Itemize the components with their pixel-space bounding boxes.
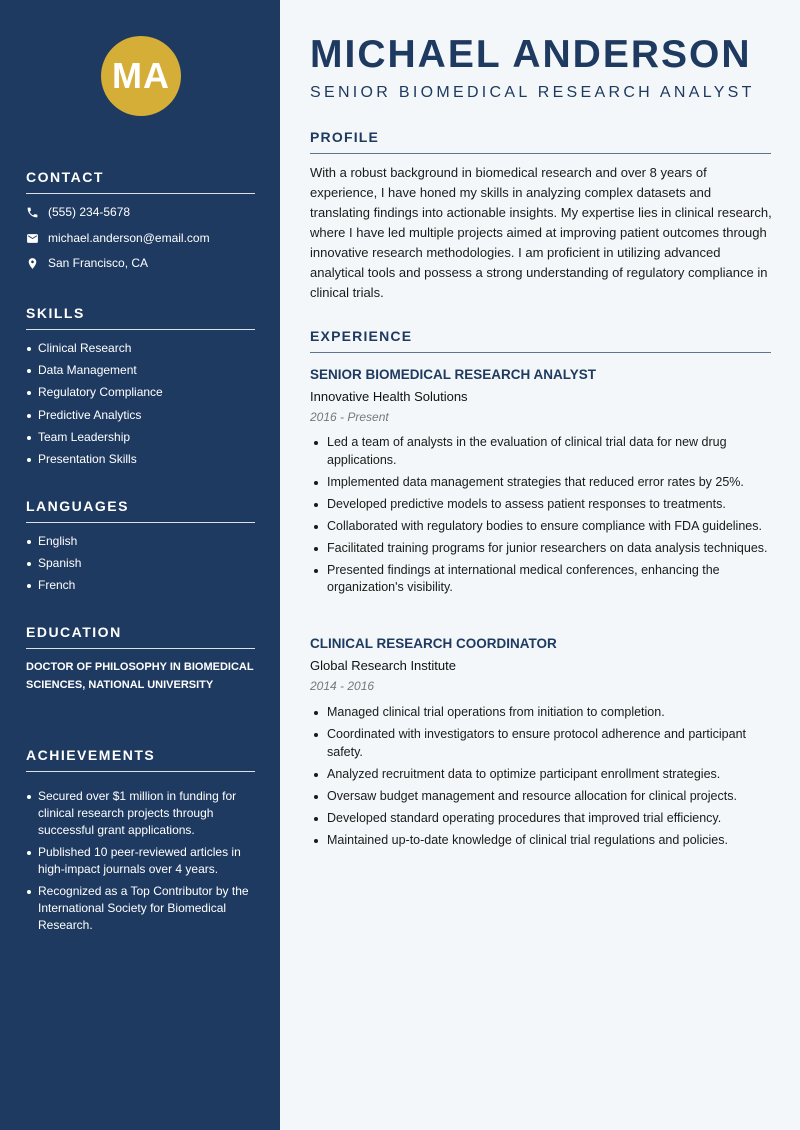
- sidebar: [0, 0, 280, 1130]
- skill-item: Clinical Research: [26, 340, 255, 357]
- achievements-divider: [26, 771, 255, 772]
- candidate-name: MICHAEL ANDERSON: [310, 33, 752, 76]
- profile-heading: PROFILE: [310, 129, 380, 145]
- language-item: French: [26, 577, 255, 594]
- skill-item: Presentation Skills: [26, 451, 255, 468]
- job-bullet: Developed standard operating procedures that improved trial efficiency.: [312, 810, 774, 828]
- education-divider: [26, 648, 255, 649]
- skills-list: [26, 340, 255, 468]
- job-bullet: Developed predictive models to assess patient responses to treatments.: [312, 496, 774, 514]
- job-company: Global Research Institute: [310, 658, 456, 673]
- contact-email: [26, 231, 210, 245]
- contact-heading: CONTACT: [26, 169, 104, 185]
- experience-divider: [310, 352, 771, 353]
- email-text: michael.anderson@email.com: [48, 231, 210, 245]
- languages-heading: LANGUAGES: [26, 498, 129, 514]
- job-company: Innovative Health Solutions: [310, 389, 468, 404]
- education-degree: DOCTOR OF PHILOSOPHY IN BIOMEDICAL SCIENCES, NATIONAL UNIVERSITY: [26, 661, 254, 691]
- achievement-item: Secured over $1 million in funding for clinical research projects through successful grant applications.: [26, 788, 255, 839]
- language-item: English: [26, 533, 255, 550]
- contact-location: [26, 256, 148, 270]
- job-bullet: Led a team of analysts in the evaluation of clinical trial data for new drug applications.: [312, 434, 774, 469]
- job-bullet: Facilitated training programs for junior researchers on data analysis techniques.: [312, 540, 774, 558]
- candidate-title: SENIOR BIOMEDICAL RESEARCH ANALYST: [310, 84, 755, 101]
- job-title: SENIOR BIOMEDICAL RESEARCH ANALYST: [310, 367, 597, 382]
- email-icon: [26, 232, 39, 245]
- location-pin-icon: [26, 257, 39, 270]
- skills-heading: SKILLS: [26, 305, 85, 321]
- contact-divider: [26, 193, 255, 194]
- location-text: San Francisco, CA: [48, 256, 149, 270]
- languages-list: [26, 533, 255, 594]
- job-dates: 2014 - 2016: [310, 679, 375, 693]
- job-bullet: Implemented data management strategies that reduced error rates by 25%.: [312, 474, 774, 492]
- job-bullet: Analyzed recruitment data to optimize participant enrollment strategies.: [312, 766, 774, 784]
- skills-divider: [26, 329, 255, 330]
- profile-divider: [310, 153, 771, 154]
- job-bullets: [312, 704, 774, 854]
- job-title: CLINICAL RESEARCH COORDINATOR: [310, 636, 557, 651]
- job-bullet: Managed clinical trial operations from initiation to completion.: [312, 704, 774, 722]
- profile-text: With a robust background in biomedical research and over 8 years of experience, I have honed my skills in analyzing complex datasets and translating findings into actionable insights. My expertise lies in clinical research, where I have led multiple projects aimed at improving patient outcomes through innovative research methodologies. I am proficient in utilizing advanced analytical tools and possess a strong understanding of regulatory compliance in clinical trials.: [310, 165, 772, 300]
- skill-item: Data Management: [26, 362, 255, 379]
- achievement-item: Published 10 peer-reviewed articles in high-impact journals over 4 years.: [26, 844, 255, 878]
- achievements-heading: ACHIEVEMENTS: [26, 747, 156, 763]
- job-bullet: Collaborated with regulatory bodies to ensure compliance with FDA guidelines.: [312, 518, 774, 536]
- job-bullet: Oversaw budget management and resource allocation for clinical projects.: [312, 788, 774, 806]
- phone-icon: [26, 206, 39, 219]
- skill-item: Regulatory Compliance: [26, 384, 255, 401]
- experience-heading: EXPERIENCE: [310, 328, 413, 344]
- contact-phone: [26, 205, 130, 219]
- achievement-item: Recognized as a Top Contributor by the International Society for Biomedical Research.: [26, 883, 255, 934]
- skill-item: Predictive Analytics: [26, 407, 255, 424]
- job-bullet: Coordinated with investigators to ensure protocol adherence and participant safety.: [312, 726, 774, 761]
- language-item: Spanish: [26, 555, 255, 572]
- achievements-list: [26, 788, 255, 934]
- languages-divider: [26, 522, 255, 523]
- education-heading: EDUCATION: [26, 624, 122, 640]
- skill-item: Team Leadership: [26, 429, 255, 446]
- job-bullets: [312, 434, 774, 601]
- job-bullet: Maintained up-to-date knowledge of clinical trial regulations and policies.: [312, 832, 774, 850]
- phone-text: (555) 234-5678: [48, 205, 131, 219]
- job-dates: 2016 - Present: [310, 410, 389, 424]
- job-bullet: Presented findings at international medical conferences, enhancing the organization's visibility.: [312, 562, 774, 597]
- avatar: MA: [101, 36, 181, 116]
